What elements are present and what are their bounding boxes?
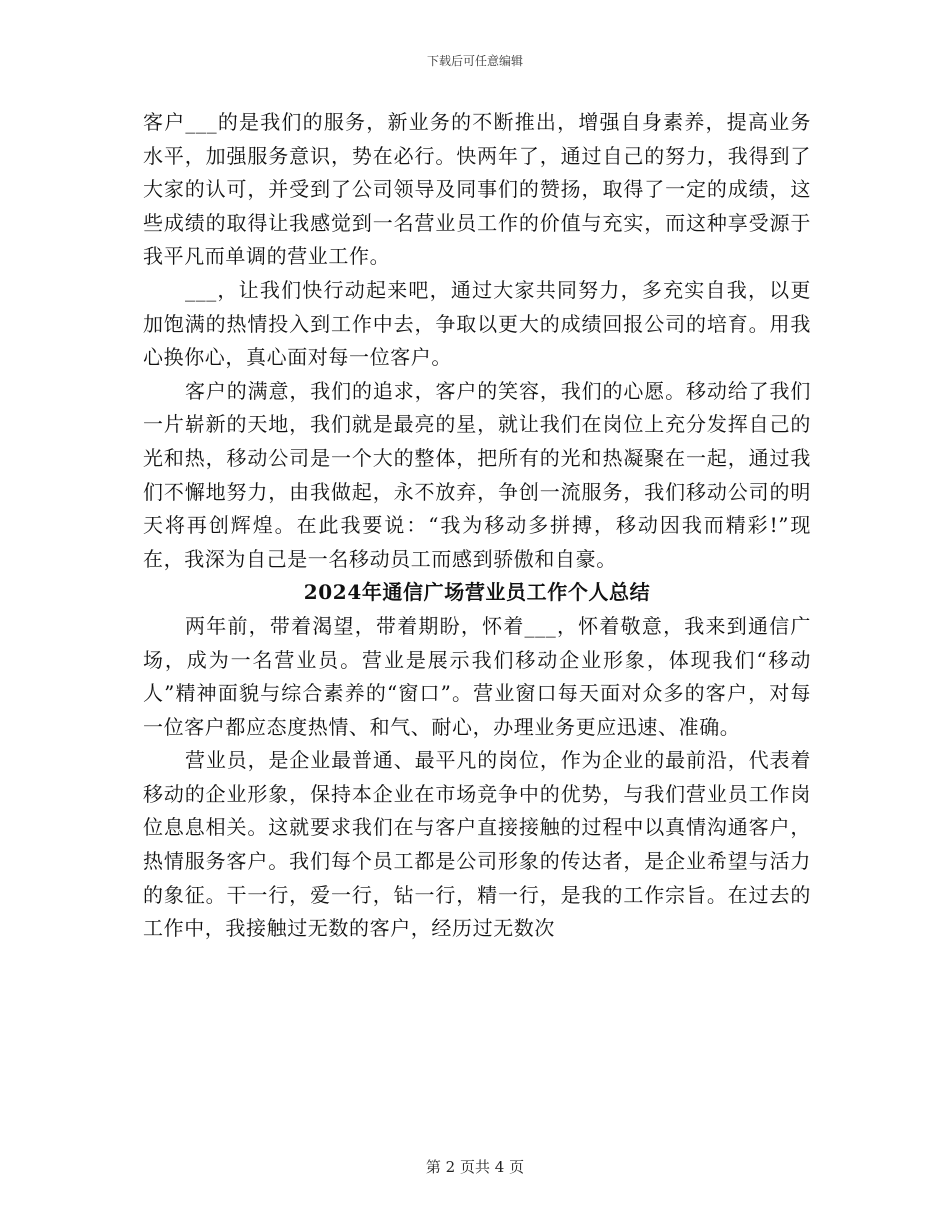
paragraph-customer-service: 客户___的是我们的服务，新业务的不断推出，增强自身素养，提高业务水平，加强服务意识，势在必行。快两年了，通过自己的努力，我得到了大家的认可，并受到了公司领导及同事们的赞扬，取得了一定的成绩，这些成绩的取得让我感觉到一名营业员工作的价值与充实，而这种享受源于我平凡而单调的营业工作。 [143,110,811,269]
paragraph-call-to-action: ___，让我们快行动起来吧，通过大家共同努力，多充实自我，以更加饱满的热情投入到工作中去，争取以更大的成绩回报公司的培育。用我心换你心，真心面对每一位客户。 [143,277,811,370]
paragraph-two-years-ago: 两年前，带着渴望，带着期盼，怀着___，怀着敬意，我来到通信广场，成为一名营业员。营业是展示我们移动企业形象，体现我们“移动人”精神面貌与综合素养的“窗口”。营业窗口每天面对众多的客户，对每一位客户都应态度热情、和气、耐心，办理业务更应迅速、准确。 [143,613,811,739]
page-footer: 第 2 页共 4 页 [425,1158,525,1176]
document-body [143,106,811,946]
page-header: 下载后可任意编辑 [426,54,523,68]
paragraph-salesperson-role: 营业员，是企业最普通、最平凡的岗位，作为企业的最前沿，代表着移动的企业形象，保持本企业在市场竞争中的优势，与我们营业员工作岗位息息相关。这就要求我们在与客户直接接触的过程中以真情沟通客户，热情服务客户。我们每个员工都是公司形象的传达者，是企业希望与活力的象征。干一行，爱一行，钻一行，精一行，是我的工作宗旨。在过去的工作中，我接触过无数的客户，经历过无数次 [143,748,811,941]
paragraph-customer-satisfaction: 客户的满意，我们的追求，客户的笑容，我们的心愿。移动给了我们一片崭新的天地，我们就是最亮的星，就让我们在岗位上充分发挥自己的光和热，移动公司是一个大的整体，把所有的光和热凝聚在一起，通过我们不懈地努力，由我做起，永不放弃，争创一流服务，我们移动公司的明天将再创辉煌。在此我要说：“我为移动多拼搏，移动因我而精彩!”现在，我深为自己是一名移动员工而感到骄傲和自豪。 [143,378,811,571]
section-title: 2024年通信广场营业员工作个人总结 [303,580,651,605]
